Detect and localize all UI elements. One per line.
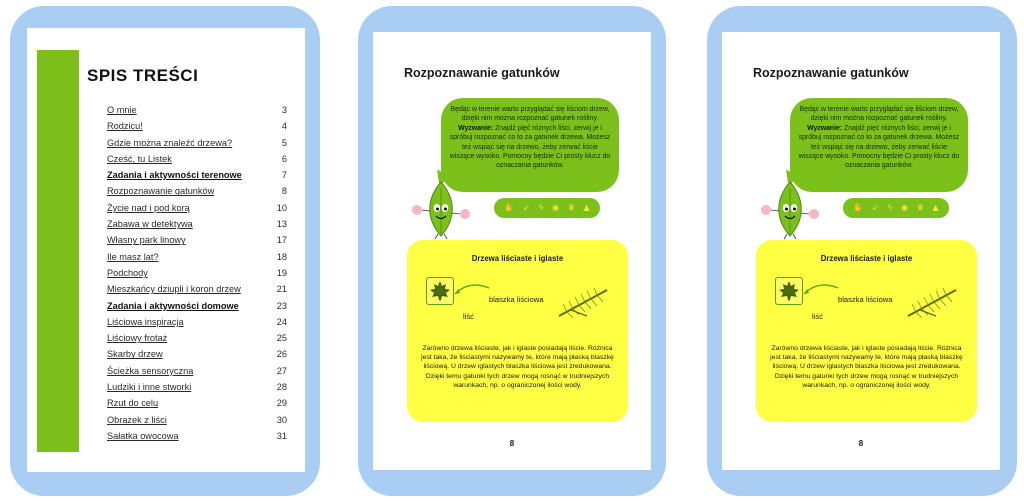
toc-entry-label[interactable]: Rodzicu!	[107, 121, 143, 132]
conifer-branch-icon	[906, 286, 958, 320]
leaf-label: liść	[463, 312, 474, 321]
challenge-label: Wyzwanie:	[807, 124, 843, 132]
toc-entry-page: 6	[281, 153, 287, 164]
toc-entry-label[interactable]: Cześć, tu Listek	[107, 153, 172, 164]
toc-entry-page: 10	[276, 202, 287, 213]
toc-entry[interactable]	[107, 412, 287, 428]
glove-icon: ♛	[916, 203, 924, 212]
toc-entry-label[interactable]: Ludziki i inne stworki	[107, 382, 192, 393]
toc-entry-page: 4	[281, 121, 287, 132]
leaf-arrow-icon: ➶	[522, 203, 530, 212]
toc-page	[27, 28, 305, 472]
eye-icon: ◉	[901, 203, 909, 212]
leaf-label: liść	[812, 312, 823, 321]
toc-entry[interactable]	[107, 167, 287, 183]
toc-entry-page: 7	[281, 170, 287, 181]
toc-entry-page: 23	[276, 300, 287, 311]
toc-entry[interactable]	[107, 183, 287, 199]
toc-entry[interactable]	[107, 135, 287, 151]
species-card-2	[707, 6, 1017, 496]
hand-icon: ✋	[504, 203, 515, 212]
toc-entry-label[interactable]: Ścieżka sensoryczna	[107, 365, 194, 376]
tree-icon: ▲	[932, 203, 939, 212]
pointer-arrow-icon	[802, 280, 842, 298]
toc-entry[interactable]	[107, 395, 287, 411]
glove-icon: ♛	[567, 203, 575, 212]
speech-bubble	[790, 98, 968, 192]
toc-card	[10, 6, 320, 496]
toc-entry-label[interactable]: Własny park linowy	[107, 235, 186, 246]
toc-entry-page: 31	[276, 430, 287, 441]
hand-icon: ✋	[853, 203, 864, 212]
toc-entry[interactable]	[107, 102, 287, 118]
toc-entry-label[interactable]: Rozpoznawanie gatunków	[107, 186, 215, 197]
leaf-arrow-icon: ➶	[871, 203, 879, 212]
tree-icon: ▲	[583, 203, 590, 212]
page-title: Rozpoznawanie gatunków	[404, 66, 560, 80]
toc-entry-label[interactable]: Rzut do celu	[107, 398, 159, 409]
challenge-text: Znajdź pięć różnych liści, zerwij je i spróbuj rozpoznać co to za gatunek drzewa. Możesz też wspiąć się na drzewo, żeby zerwać liście wiszące wysoko. Pomocny będzie Ci prosty klucz do oznaczania gatunków.	[449, 124, 611, 170]
info-box-text: Zarówno drzewa liściaste, jak i iglaste posiadają liście. Różnica jest taka, że liściastymi nazywamy te, które mają płaską blaszkę liściową. U drzew iglastych blaszka liściowa jest zredukowana. Dzięki temu gatunki tych drzew mogą rosnąć w trudniejszych warunkach, np. o ograniczonej ilości wody.	[421, 345, 614, 389]
toc-entry[interactable]	[107, 249, 287, 265]
toc-entry[interactable]	[107, 330, 287, 346]
toc-entry[interactable]	[107, 118, 287, 134]
toc-entry[interactable]	[107, 281, 287, 297]
speech-bubble	[441, 98, 619, 192]
info-box	[756, 240, 977, 422]
page-title: Rozpoznawanie gatunków	[753, 66, 909, 80]
toc-entry[interactable]	[107, 151, 287, 167]
toc-entry-page: 13	[276, 219, 287, 230]
toc-entry[interactable]	[107, 265, 287, 281]
species-page	[373, 32, 651, 470]
toc-entry-page: 18	[276, 251, 287, 262]
toc-entry-page: 21	[276, 284, 287, 295]
toc-entry[interactable]	[107, 298, 287, 314]
toc-entry-label[interactable]: Sałatka owocowa	[107, 430, 179, 441]
activity-icons-strip	[843, 198, 949, 218]
toc-entry-page: 5	[281, 137, 287, 148]
toc-entry[interactable]	[107, 346, 287, 362]
info-box-text: Zarówno drzewa liściaste, jak i iglaste posiadają liście. Różnica jest taka, że liściastymi nazywamy te, które mają płaską blaszkę liściową. U drzew iglastych blaszka liściowa jest zredukowana. Dzięki temu gatunki tych drzew mogą rosnąć w trudniejszych warunkach, np. o ograniczonej ilości wody.	[770, 345, 963, 389]
maple-leaf-image	[426, 277, 454, 305]
maple-leaf-icon	[429, 280, 451, 302]
toc-entry-label[interactable]: Mieszkańcy dziupli i koron drzew	[107, 284, 241, 295]
muscle-icon: ϟ	[887, 203, 893, 212]
toc-entry[interactable]	[107, 314, 287, 330]
toc-entry-page: 25	[276, 333, 287, 344]
eye-icon: ◉	[552, 203, 560, 212]
toc-entry-page: 8	[281, 186, 287, 197]
pointer-arrow-icon	[453, 280, 493, 298]
conifer-branch-icon	[557, 286, 609, 320]
info-box-title: Drzewa liściaste i iglaste	[471, 254, 564, 263]
leaf-mascot-icon	[760, 180, 820, 240]
toc-entry-label[interactable]: Podchody	[107, 267, 148, 278]
leaf-blade-label: blaszka liściowa	[838, 295, 893, 304]
toc-entry[interactable]	[107, 428, 287, 444]
toc-entry-label[interactable]: Zadania i aktywności domowe	[107, 300, 239, 311]
toc-title: SPIS TREŚCI	[87, 66, 199, 85]
bubble-intro: Będąc w terenie warto przyglądać się liściom drzew, dzięki nim można rozpoznać gatunek rośliny.	[799, 106, 959, 123]
toc-entry-page: 26	[276, 349, 287, 360]
leaf-mascot-icon	[411, 180, 471, 240]
challenge-text: Znajdź pięć różnych liści, zerwij je i spróbuj rozpoznać co to za gatunek drzewa. Możesz też wspiąć się na drzewo, żeby zerwać liście wiszące wysoko. Pomocny będzie Ci prosty klucz do oznaczania gatunków.	[798, 124, 960, 170]
toc-entry-label[interactable]: Zadania i aktywności terenowe	[107, 170, 242, 181]
toc-entry-label[interactable]: Życie nad i pod korą	[107, 202, 190, 213]
toc-entry-label[interactable]: Gdzie można znaleźć drzewa?	[107, 137, 233, 148]
toc-entry-page: 28	[276, 382, 287, 393]
toc-entry-label[interactable]: O mnie	[107, 105, 137, 115]
toc-entry-page: 24	[276, 316, 287, 327]
info-box-title: Drzewa liściaste i iglaste	[820, 254, 913, 263]
toc-entry[interactable]	[107, 379, 287, 395]
toc-entry-label[interactable]: Ile masz lat?	[107, 251, 159, 262]
toc-entry-page: 29	[276, 398, 287, 409]
bubble-intro: Będąc w terenie warto przyglądać się liściom drzew, dzięki nim można rozpoznać gatunek rośliny.	[450, 106, 610, 123]
toc-entry[interactable]	[107, 200, 287, 216]
toc-entry-page: 3	[281, 105, 287, 115]
toc-entry-page: 27	[276, 365, 287, 376]
toc-entry-label[interactable]: Skarby drzew	[107, 349, 163, 360]
leaf-blade-label: blaszka liściowa	[489, 295, 544, 304]
toc-entry[interactable]	[107, 232, 287, 248]
activity-icons-strip	[494, 198, 600, 218]
species-card-1	[358, 6, 666, 496]
toc-entry[interactable]	[107, 363, 287, 379]
toc-entry-label[interactable]: Liściowa inspiracja	[107, 316, 184, 327]
toc-entry-label[interactable]: Obrazek z liści	[107, 414, 167, 425]
toc-entry[interactable]	[107, 216, 287, 232]
toc-entry-label[interactable]: Liściowy frotaż	[107, 333, 168, 344]
challenge-label: Wyzwanie:	[458, 124, 494, 132]
toc-entry-page: 17	[276, 235, 287, 246]
maple-leaf-icon	[778, 280, 800, 302]
page-number: 8	[858, 439, 864, 448]
species-page	[722, 32, 1000, 470]
maple-leaf-image	[775, 277, 803, 305]
toc-accent-bar	[37, 50, 79, 452]
toc-entry-page: 19	[276, 267, 287, 278]
muscle-icon: ϟ	[538, 203, 544, 212]
info-box	[407, 240, 628, 422]
toc-entry-page: 30	[276, 414, 287, 425]
toc-entry-label[interactable]: Zabawa w detektywa	[107, 219, 193, 230]
toc-list	[107, 102, 287, 444]
page-number: 8	[509, 439, 515, 448]
